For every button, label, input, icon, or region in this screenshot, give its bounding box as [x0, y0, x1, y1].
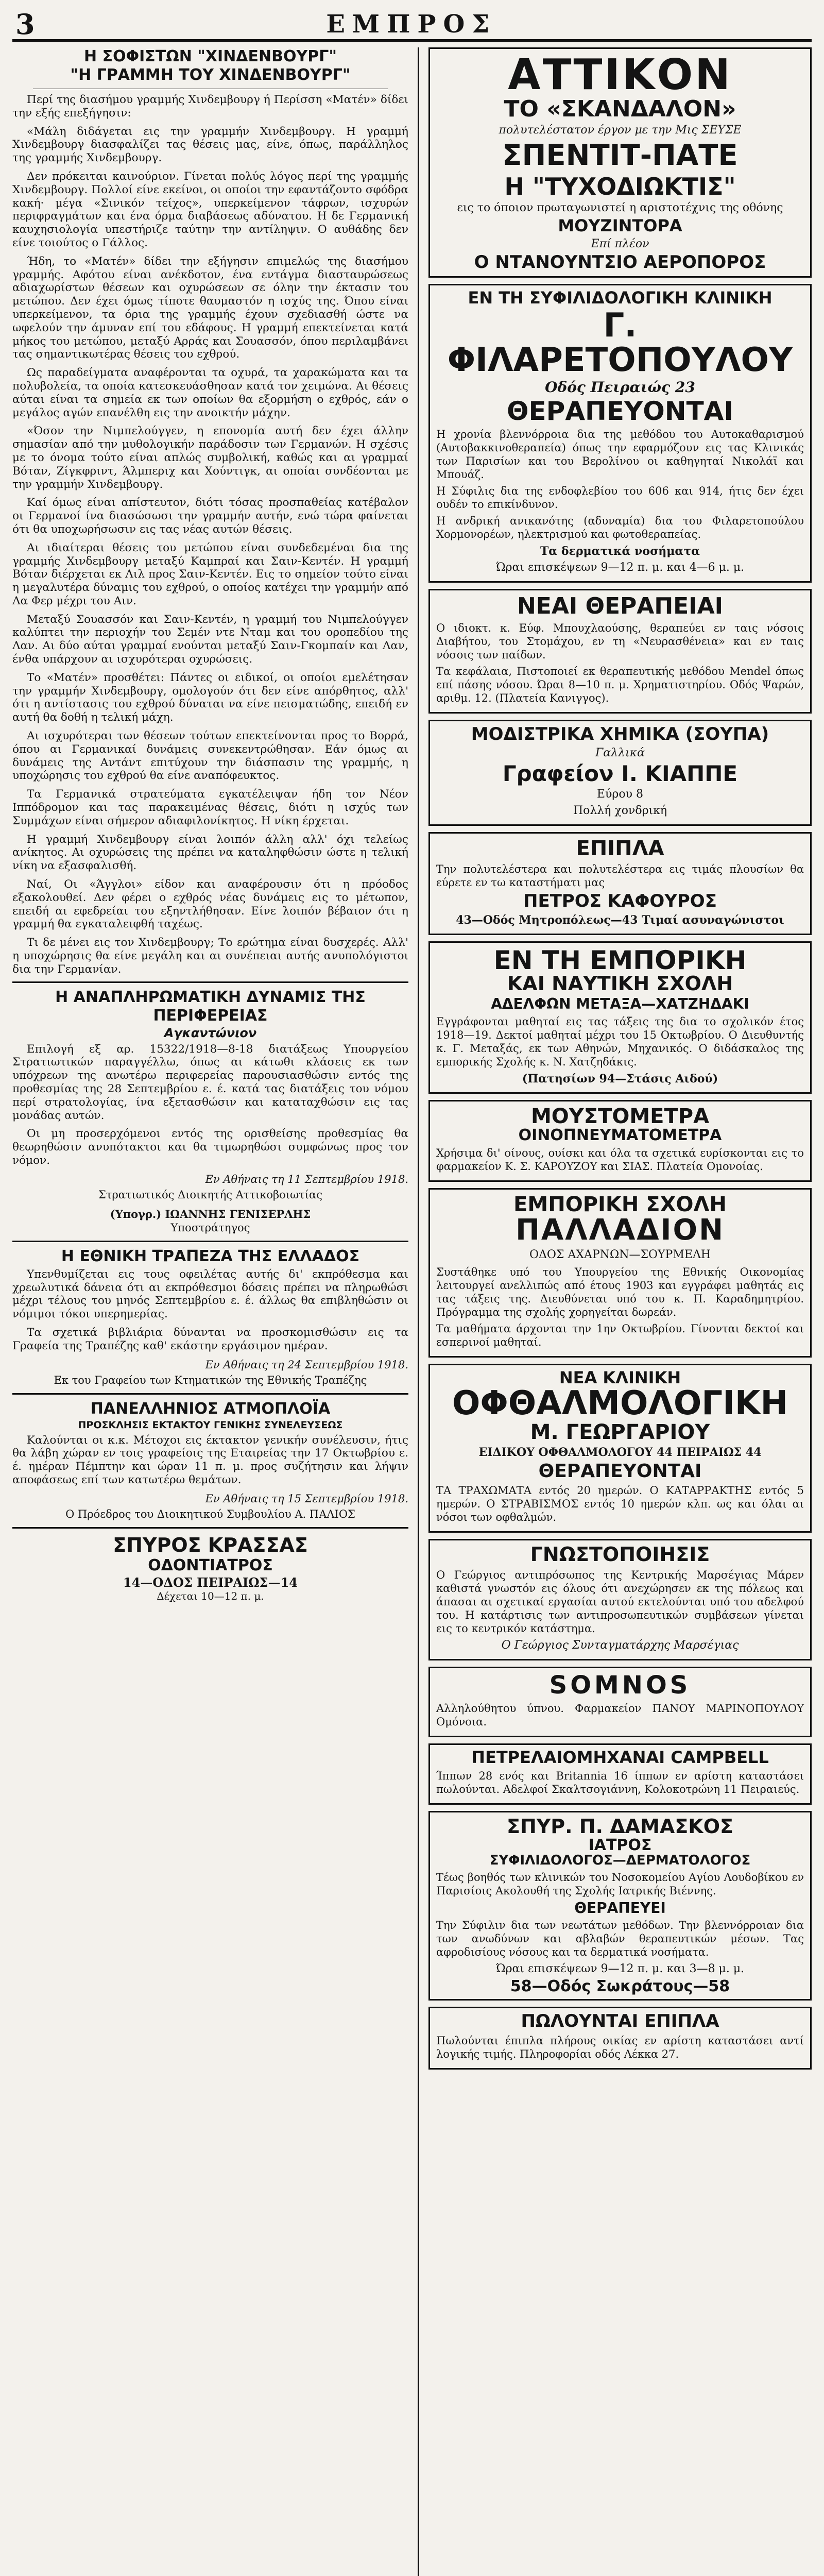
signature-role: Στρατιωτικός Διοικητής Αττικοβοιωτίας [98, 1188, 322, 1201]
ad-doctor-name: Μ. ΓΕΩΡΓΑΡΙΟΥ [530, 1420, 710, 1444]
article-subtitle: ΠΡΟΣΚΛΗΣΙΣ ΕΚΤΑΚΤΟΥ ΓΕΝΙΚΗΣ ΣΥΝΕΛΕΥΣΕΩΣ [78, 1419, 343, 1431]
ad-headline: ΘΕΡΑΠΕΥΟΝΤΑΙ [507, 396, 733, 426]
ad-address: (Πατησίων 94—Στάσις Αιδού) [522, 1072, 718, 1086]
ad-furniture-kafouros [428, 832, 812, 935]
ad-hours: Δέχεται 10—12 π. μ. [157, 1589, 264, 1602]
ad-address: 43—Οδός Μητροπόλεως—43 Τιμαί ασυναγώνιστοι [456, 913, 784, 927]
ad-title: ΓΝΩΣΤΟΠΟΙΗΣΙΣ [530, 1543, 710, 1566]
ad-subtitle: ΚΑΙ ΝΑΥΤΙΚΗ ΣΧΟΛΗ [507, 972, 733, 995]
ad-new-therapies [428, 589, 812, 714]
ad-paragraph: Τα κεφάλαια, Πιστοποιεί εκ θεραπευτικής μεθόδου Mendel όπως επί πάσης νόσου. Ώραι 8—10 π. μ. Χρηματιστηρίου. Οδός Ψαρών, αριθμ. 12. (Πλατεία Κανιγγος). [436, 665, 804, 705]
ad-ophthalmology-clinic [428, 1364, 812, 1533]
article-paragraph: Η γραμμή Χινδεμβουργ είναι λοιπόν άλλη αλλ' όχι τελείως ανίκητος. Αι οχυρώσεις της πρέπει να καταληφθώσιν ώστε η τελική νίκη να εξασφαλισθή. [12, 833, 408, 873]
ad-paragraph: Ο Γεώργιος αντιπρόσωπος της Κεντρικής Μαρσέγιας Μάρεν καθιστά γνωστόν εις όλους ότι ανεχώρησεν εκ της πόλεως και άπασαι αι σχετικαί εργασίαι αυτού εκτελούνται υπό του αδελφού του. Η κατάρτισις των αντιπροσωπευτικών συμβάσεων γίνεται εις το κεντρικόν κατάστημα. [436, 1569, 804, 1635]
article-national-bank [12, 1247, 408, 1387]
ad-syphilis-clinic [428, 284, 812, 583]
ad-doctor-damaskos [428, 1811, 812, 2001]
ad-name: ΠΕΤΡΟΣ ΚΑΦΟΥΡΟΣ [523, 891, 717, 912]
ad-text: Επί πλέον [591, 237, 649, 250]
left-column [12, 47, 419, 2576]
ad-text: Τα δερματικά νοσήματα [540, 545, 700, 558]
ad-commercial-nautical-school [428, 941, 812, 1094]
article-subtitle: "Η ΓΡΑΜΜΗ ΤΟΥ ΧΙΝΔΕΝΒΟΥΡΓ" [70, 66, 351, 84]
signature: Ο Πρόεδρος του Διοικητικού Συμβουλίου Α. ΠΑΛΙΟΣ [65, 1507, 355, 1520]
right-column [419, 47, 812, 2576]
ad-show-subtitle: Η "ΤΥΧΟΔΙΩΚΤΙΣ" [504, 173, 736, 201]
article-steamship [12, 1400, 408, 1521]
article-paragraph: Ναί, Οι «Άγγλοι» είδον και αναφέρουσιν ότι η πρόοδος εξακολουθεί. Δεν φέρει ο εχθρός νέας δυνάμεις εις το μέτωπον, επειδή αι εφεδρείαι του εξηντλήθησαν. Είνε λοιπόν βέβαιον ότι η γραμμή θα εγκαταλειφθή ταχέως. [12, 878, 408, 931]
article-paragraph: Αι ιδιαίτεραι θέσεις του μετώπου είναι συνδεδεμέναι δια της γραμμής Χινδεμβουργ μεταξύ Καμπραί και Σαιν-Κεντέν. Η γραμμή Βόταν διέρχεται εκ Λιλ προς Σαιν-Κεντέν. Εις το σημείον τούτο είναι η μεγαλυτέρα δύναμις του εχθρού, ο οποίος κατέχει την γραμμήν από Λα Φερ μέχρι του Αιν. [12, 541, 408, 607]
ad-chemicals [428, 720, 812, 826]
ad-show-title: ΣΠΕΝΤΙΤ-ΠΑΤΕ [502, 139, 738, 173]
ad-address: Οδός Πειραιώς 23 [545, 378, 695, 396]
ad-headline-2: ΘΕΡΑΠΕΥΟΝΤΑΙ [538, 1460, 702, 1482]
signature: Εκ του Γραφείου των Κτηματικών της Εθνικής Τραπέζης [54, 1374, 367, 1386]
section-divider [12, 1527, 408, 1529]
article-title: Η ΑΝΑΠΛΗΡΩΜΑΤΙΚΗ ΔΥΝΑΜΙΣ ΤΗΣ ΠΕΡΙΦΕΡΕΙΑΣ [55, 988, 366, 1025]
ad-furniture-sale [428, 2007, 812, 2070]
article-paragraph: Τα σχετικά βιβλιάρια δύνανται να προσκομισθώσιν εις τα Γραφεία της Τραπέζης καθ' εκάστην εργάσιμον ημέραν. [12, 1326, 408, 1352]
ad-feature: Ο ΝΤΑΝΟΥΝΤΣΙΟ ΑΕΡΟΠΟΡΟΣ [474, 251, 766, 273]
ad-paragraph: Την Σύφιλιν δια των νεωτάτων μεθόδων. Την βλεννόρροιαν δια των ανωδύνων και αβλαβών θεραπευτικών μέσων. Τας αφροδισίους νόσους και τα δερματικά νοσήματα. [436, 1919, 804, 1959]
article-paragraph: Καί όμως είναι απίστευτον, διότι τόσας προσπαθείας κατέβαλον οι Γερμανοί ίνα διασώσωσι την γραμμήν αυτήν, ενώ τώρα φαίνεται ότι θα υποχωρήσωσιν εις τας νέας αυτών θέσεις. [12, 496, 408, 536]
article-date: Εν Αθήναις τη 24 Σεπτεμβρίου 1918. [205, 1358, 408, 1371]
ad-dentist-krassas [12, 1534, 408, 1602]
article-paragraph: Υπενθυμίζεται εις τους οφειλέτας αυτής δι' εκπρόθεσμα και χρεωλυτικά δάνεια ότι αι εκπρόθεσμοι δόσεις πρέπει να πληρωθώσι μέχρι τέλους του μηνός Σεπτεμβρίου ε. έ. άλλως θα επιβληθώσιν οι νόμιμοι τόκοι υπερημερίας. [12, 1267, 408, 1321]
ad-paragraph: Χρήσιμα δι' οίνους, ουίσκι και όλα τα σχετικά ευρίσκονται εις το φαρμακείον Κ. Σ. ΚΑΡΟΥΖΟΥ και ΣΙΑΣ. Πλατεία Ομονοίας. [436, 1147, 804, 1173]
article-paragraph: «Μάλη διδάγεται εις την γραμμήν Χινδεμβουργ. Η γραμμή Χινδεμβουργ διασφαλίζει τας θέσεις μας, είνε, όπως, παράλληλος της γραμμής Χινδεμβουργ. [12, 125, 408, 165]
article-paragraph: Δεν πρόκειται καινούριον. Γίνεται πολύς λόγος περί της γραμμής Χινδεμβουργ. Πολλοί είνε εκείνοι, οι οποίοι την εφαντάζοντο σφόδρα κακή· μέγα «Σινικόν τείχος», υπερκείμενον τάφρων, ισχυρών περιφραγμάτων και ένα όρμα διαβάσεως αδύνατου. Η δε Γερμανική καυχησιολογία υπεστήριζε ταύτην την αντίληψιν. Ο αυθάδης δεν είνε τοιούτος ο Γάλλος. [12, 170, 408, 249]
article-paragraph: Τι δε μένει εις τον Χινδεμβουργ; Το ερώτημα είναι δυσχερές. Αλλ' η υποχώρησις θα είνε μεγάλη και αι συνέπειαι αυτής ανυπολόγιστοι δια την Γερμανίαν. [12, 936, 408, 976]
section-divider [12, 1241, 408, 1242]
section-divider [12, 1393, 408, 1395]
ad-paragraph: Η χρονία βλεννόρροια δια της μεθόδου του Αυτοκαθαρισμού (Αυτοβακκινοθεραπεία) όπως την εφαρμόζουν εις τας Κλινικάς των Παρισίων και του Βερολίνου οι καθηγηταί Νικολάϊ και Μπουάζ. [436, 428, 804, 481]
ad-actress: ΜΟΥΖΙΝΤΟΡΑ [558, 216, 682, 236]
signature-name: (Υπογρ.) ΙΩΑΝΝΗΣ ΓΕΝΙΣΕΡΛΗΣ [110, 1207, 311, 1221]
ad-paragraph: Συστάθηκε υπό του Υπουργείου της Εθνικής Οικονομίας λειτουργεί ανελλιπώς από έτους 1903 και εγγράφει μαθητάς εις τας τάξεις της. Διευθύνεται υπό του κ. Π. Καραδημητρίου. Πρόγραμμα της σχολής χορηγείται δωρεάν. [436, 1265, 804, 1318]
article-paragraph: Αι ισχυρότεραι των θέσεων τούτων επεκτείνονται προς το Βορρά, όπου αι Γερμανικαί δυνάμεις συνεκεντρώθησαν. Εάν όμως αι δυνάμεις της Αντάντ επιτύχουν την διάσπασιν της γραμμής, η υποχώρησις του εχθρού θα είνε αναπόφευκτος. [12, 730, 408, 783]
ad-names: ΑΔΕΛΦΩΝ ΜΕΤΑΞΑ—ΧΑΤΖΗΔΑΚΙ [491, 995, 749, 1013]
ad-hours: Ώραι επισκέψεων 9—12 π. μ. και 4—6 μ. μ. [495, 561, 745, 574]
ad-title: ΝΕΑ ΚΛΙΝΙΚΗ [559, 1367, 681, 1387]
ad-signature: Ο Γεώργιος Συνταγματάρχης Μαρσέγιας [501, 1639, 739, 1652]
ad-specialty: ΣΥΦΙΛΙΔΟΛΟΓΟΣ—ΔΕΡΜΑΤΟΛΟΓΟΣ [489, 1852, 751, 1868]
ad-mustometers [428, 1100, 812, 1182]
ad-doctor-name: Γ. ΦΙΛΑΡΕΤΟΠΟΥΛΟΥ [447, 307, 793, 380]
ad-paragraph: Αλληλούθητου ύπνου. Φαρμακείον ΠΑΝΟΥ ΜΑΡΙΝΟΠΟΥΛΟΥ Ομόνοια. [436, 1702, 804, 1728]
ad-paragraph: Τέως βοηθός των κλινικών του Νοσοκομείου Αγίου Λουδοβίκου εν Παρισίοις Ακολουθή της Σχολής Ιατρικής Βιέννης. [436, 1871, 804, 1897]
ad-text: πολυτελέστατον έργον με την Μις ΣΕΥΣΕ [499, 124, 742, 137]
article-date: Εν Αθήναις τη 15 Σεπτεμβρίου 1918. [205, 1492, 408, 1505]
article-paragraph: Επιλογή εξ αρ. 15322/1918—8-18 διατάξεως Υπουργείου Στρατιωτικών παραγγέλλω, όπως αι κάτωθι κλάσεις εκ των υπόχρεων της ανωτέρω περιφερείας παρουσιασθώσιν εντός της προθεσμίας της 28 Σεπτεμβρίου ε. έ. κατά τας διατάξεις του νόμου περί στρατολογίας, ίνα εξετασθώσιν και καταταχθώσιν εις τας μονάδας αυτών. [12, 1042, 408, 1122]
ad-text: εις το όποιον πρωταγωνιστεί η αριστοτέχνις της οθόνης [457, 201, 783, 215]
section-divider [12, 981, 408, 983]
ad-title: ΕΠΙΠΛΑ [576, 837, 664, 861]
ad-office: Γραφείον Ι. ΚΙΑΠΠΕ [502, 761, 738, 786]
ad-title: ΕΝ ΤΗ ΕΜΠΟΡΙΚΗ [493, 945, 747, 975]
ad-title: SOMNOS [549, 1671, 691, 1700]
ad-paragraph: Η Σύφιλις δια της ενδοφλεβίου του 606 και 914, ήτις δεν έχει ουδέν το επικίνδυνον. [436, 485, 804, 511]
ad-title: ΣΠΥΡ. Π. ΔΑΜΑΣΚΟΣ [507, 1815, 733, 1838]
ad-subtitle: ΟΔΟΝΤΙΑΤΡΟΣ [148, 1556, 273, 1574]
ad-title: ΜΟΥΣΤΟΜΕΤΡΑ [530, 1104, 710, 1128]
ad-title: ΠΩΛΟΥΝΤΑΙ ΕΠΙΠΛΑ [521, 2010, 719, 2031]
article-paragraph: Ως παραδείγματα αναφέρονται τα οχυρά, τα χαρακώματα και τα πολυβολεία, τα οποία κατεσκευάσθησαν κατά τον χειμώνα. Αι θέσεις αύται είναι τα σημεία εκ των οποίων θα εξορμήση ο εχθρός, εάν ο μεγάλος αγών επανέλθη εις την ανοικτήν μάχην. [12, 366, 408, 419]
article-reserve-call [12, 988, 408, 1234]
article-date: Εν Αθήναις τη 11 Σεπτεμβρίου 1918. [205, 1173, 408, 1185]
ad-campbell-engines [428, 1743, 812, 1805]
ad-title: ΣΠΥΡΟΣ ΚΡΑΣΣΑΣ [113, 1533, 308, 1556]
ad-profession: ΙΑΤΡΟΣ [588, 1836, 652, 1855]
ad-title: ΜΟΔΙΣΤΡΙΚΑ ΧΗΜΙΚΑ (ΣΟΥΠΑ) [471, 724, 769, 745]
ad-palladion-school [428, 1188, 812, 1358]
ad-paragraph: ΤΑ ΤΡΑΧΩΜΑΤΑ εντός 20 ημερών. Ο ΚΑΤΑΡΡΑΚΤΗΣ εντός 5 ημερών. Ο ΣΤΡΑΒΙΣΜΟΣ εντός 10 ημερών κλπ. ως και όλαι αι νόσοι των οφθαλμών. [436, 1484, 804, 1524]
ad-title: ΠΕΤΡΕΛΑΙΟΜΗΧΑΝΑΙ CAMPBELL [471, 1747, 769, 1767]
article-paragraph: Καλούνται οι κ.κ. Μέτοχοι εις έκτακτον γενικήν συνέλευσιν, ήτις θα λάβη χώραν εν τοις γραφείοις της Εταιρείας την 17 Οκτωβρίου ε. έ. ημέραν Πέμπτην και ώραν 11 π. μ. προς συζήτησιν και λήψιν αποφάσεως επί των κατωτέρω θεμάτων. [12, 1433, 408, 1486]
article-paragraph: Ήδη, το «Ματέν» δίδει την εξήγησιν επιμελώς της διασήμου γραμμής. Αφότου είναι ανέκδοτον, ένα εντάγμα διασταυρώσεως αδιαχωρίστων θέσεων και οχυρώσεων σε όλην την έκτασιν του μετώπου. Δεν έχει όμως τίποτε θαυμαστόν η ισχύς της. Όπου είναι υπερκείμενον, τα όρια της γραμμής έχουν σχεδιασθή ώστε να ωφελούν την άμυναν επί του εδάφους. Η γραμμή επεκτείνεται κατά μήκος του μετώπου, μεταξύ Αρράς και Σουασσόν, όπου περιλαμβάνει τας σημαντικωτέρας θέσεις του εχθρού. [12, 255, 408, 361]
signature-rank: Υποστράτηγος [170, 1221, 250, 1234]
article-paragraph: «Όσον την Νιμπελούγγεν, η επονομία αυτή δεν έχει άλλην σημασίαν από την μυθολογικήν παράδοσιν των Γερμανών. Η σχέσις με το όνομα τούτο είναι απλώς συμβολική, καθώς και αι γραμμαί Βόταν, Ζίγκφριντ, Άλμπεριχ και Χούντιγκ, αι οποίαι συνδέονται με την γραμμήν Χινδεμβουργ. [12, 425, 408, 491]
ad-paragraph: Η ανδρική ανικανότης (αδυναμία) δια του Φιλαρετοπούλου Χορμονορέων, ηλεκτρισμού και φωτοθεραπείας. [436, 515, 804, 541]
article-title: Η ΣΟΦΙΣΤΩΝ "ΧΙΝΔΕΝΒΟΥΡΓ" [84, 47, 337, 65]
article-paragraph: Περί της διασήμου γραμμής Χινδεμβουργ ή Περίσση «Ματέν» δίδει την εξής επεξήγησιν: [12, 93, 408, 120]
ad-somnos [428, 1667, 812, 1737]
article-hindenburg-line [12, 47, 408, 976]
ad-headline: ΘΕΡΑΠΕΥΕΙ [574, 1900, 666, 1917]
article-paragraph: Μεταξύ Σουασσόν και Σαιν-Κεντέν, η γραμμή του Νιμπελούγγεν καλύπτει την περιοχήν του Σεμέν ντε Νταμ και του οροπεδίου της Λαν. Αι δύο αύται γραμμαί ενούνται μεταξύ Σαιν-Γκομπαίν και Λαν, ένθα υπάρχουν αι ισχυρότεραι οχυρώσεις. [12, 613, 408, 666]
ad-subtitle: ΕΙΔΙΚΟΥ ΟΦΘΑΛΜΟΛΟΓΟΥ 44 ΠΕΙΡΑΙΩΣ 44 [478, 1445, 762, 1459]
ad-headline: ΟΦΘΑΛΜΟΛΟΓΙΚΗ [452, 1384, 788, 1423]
article-subtitle: Αγκαντώνιον [164, 1025, 257, 1040]
ad-subtitle: ΤΟ «ΣΚΑΝΔΑΛΟΝ» [504, 96, 736, 123]
ad-paragraph: Πωλούνται έπιπλα πλήρους οικίας εν αρίστη καταστάσει αντί λογικής τιμής. Πληροφορίαι οδός Λέκκα 27. [436, 2034, 804, 2060]
ad-header: ΕΝ ΤΗ ΣΥΦΙΛΙΔΟΛΟΓΙΚΗ ΚΛΙΝΙΚΗ [468, 287, 772, 308]
article-title: ΠΑΝΕΛΛΗΝΙΟΣ ΑΤΜΟΠΛΟΪΑ [90, 1399, 331, 1418]
ad-attikon-cinema [428, 47, 812, 278]
ad-subtitle: Γαλλικά [595, 747, 645, 759]
ad-notice [428, 1539, 812, 1660]
ad-address: 14—ΟΔΟΣ ΠΕΙΡΑΙΩΣ—14 [123, 1574, 298, 1590]
ad-paragraph: Την πολυτελέστερα και πολυτελέστερα εις τιμάς πλουσίων θα εύρετε εν τω καταστήματι μας [436, 863, 804, 889]
article-paragraph: Οι μη προσερχόμενοι εντός της ορισθείσης προθεσμίας θα θεωρηθώσιν ανυπότακτοι και θα τιμωρηθώσι συμφώνως προς τον νόμον. [12, 1127, 408, 1167]
article-paragraph: Το «Ματέν» προσθέτει: Πάντες οι ειδικοί, οι οποίοι εμελέτησαν την γραμμήν Χινδεμβουργ, ομολογούν ότι δεν είνε απόρθητος, αλλ' ότι η αντίστασις του εχθρού δύναται να είνε πεισματώδης, επειδή εν αυτή θα δοθή η τελική μάχη. [12, 671, 408, 724]
ad-title: ΑΤΤΙΚΟΝ [508, 50, 732, 99]
ad-paragraph: Εγγράφονται μαθηταί εις τας τάξεις της δια το σχολικόν έτος 1918—19. Δεκτοί μαθηταί μέχρι του 15 Οκτωβρίου. Ο Διευθυντής κ. Γ. Μεταξάς, εκ των Αθηνών, Μηχανικός. Ο διδάσκαλος της εμπορικής Σχολής κ. Ν. Χατζηδάκις. [436, 1015, 804, 1068]
ad-paragraph: Ο ιδιοκτ. κ. Εύφ. Μπουχλαούσης, θεραπεύει εν ταις νόσοις Διαβήτου, του Στομάχου, εν τη «Νευρασθένεια» και εν ταις νόσοις των παίδων. [436, 622, 804, 662]
masthead [12, 7, 812, 42]
ad-hours: Ώραι επισκέψεων 9—12 π. μ. και 3—8 μ. μ. [495, 1962, 745, 1976]
article-title: Η ΕΘΝΙΚΗ ΤΡΑΠΕΖΑ ΤΗΣ ΕΛΛΑΔΟΣ [61, 1247, 360, 1265]
page-number: 3 [15, 8, 35, 41]
ad-title: ΕΜΠΟΡΙΚΗ ΣΧΟΛΗ [513, 1193, 727, 1217]
ad-address: ΟΔΟΣ ΑΧΑΡΝΩΝ—ΣΟΥΡΜΕΛΗ [529, 1248, 711, 1261]
ad-paragraph: Ίππων 28 ενός και Britannia 16 ίππων εν αρίστη καταστάσει πωλούνται. Αδελφοί Σκαλτσογιάννη, Κολοκοτρώνη 11 Πειραιεύς. [436, 1770, 804, 1796]
ad-text: Πολλή χονδρική [573, 804, 667, 818]
ad-paragraph: Τα μαθήματα άρχονται την 1ην Οκτωβρίου. Γίνονται δεκτοί και εσπερινοί μαθηταί. [436, 1322, 804, 1348]
ad-subtitle: ΟΙΝΟΠΝΕΥΜΑΤΟΜΕΤΡΑ [518, 1126, 722, 1144]
ad-title: ΝΕΑΙ ΘΕΡΑΠΕΙΑΙ [517, 593, 724, 620]
ad-address: Εύρου 8 [597, 788, 643, 801]
ad-address: 58—Οδός Σωκράτους—58 [510, 1977, 730, 1996]
columns [12, 47, 812, 2576]
newspaper-name: ΕΜΠΡΟΣ [326, 10, 497, 39]
article-paragraph: Τα Γερμανικά στρατεύματα εγκατέλειψαν ήδη τον Νέον Ιππόδρομον και τας παρακειμένας θέσεις, διότι η ισχύς των Συμμάχων είναι σήμερον αδιαφιλονίκητος. Η νίκη έρχεται. [12, 788, 408, 827]
ad-name: ΠΑΛΛΑΔΙΟΝ [516, 1213, 725, 1247]
